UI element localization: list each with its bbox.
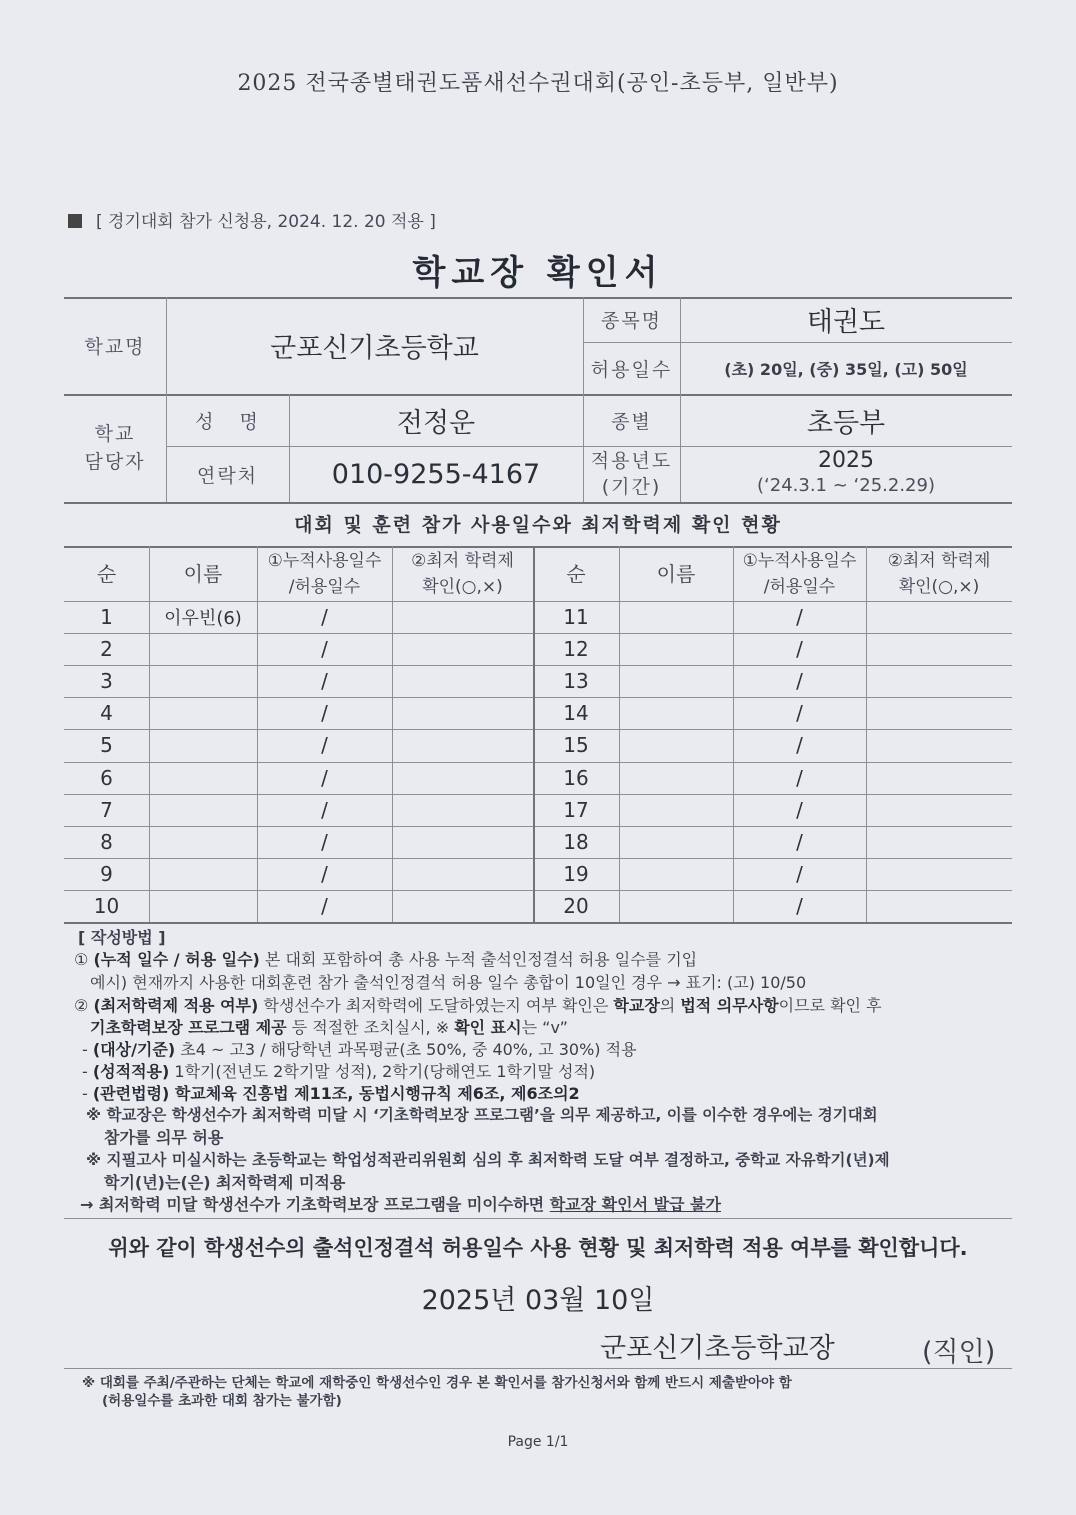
year-period: (‘24.3.1 ~ ‘25.2.29) (757, 475, 935, 496)
table-cell-name (619, 601, 733, 633)
table-cell-check (866, 890, 1012, 922)
table-cell-check (866, 729, 1012, 761)
table-cell-days: / (796, 669, 803, 693)
table-cell-check (392, 794, 533, 826)
table-cell-name (149, 633, 257, 665)
guide-line-6: - (성적적용) 1학기(전년도 2학기말 성적), 2학기(당해연도 1학기말 성적) (82, 1062, 596, 1081)
table-cell-check (392, 729, 533, 761)
table-cell-no: 14 (563, 701, 589, 725)
event-value: 태권도 (806, 307, 886, 338)
confirmation-statement: 위와 같이 학생선수의 출석인정결석 허용일수 사용 현황 및 최저학력 적용 여부를 확인합니다. (108, 1236, 968, 1260)
table-cell-name (619, 729, 733, 761)
table-cell-name (619, 858, 733, 890)
header-no-left: 순 (96, 561, 117, 586)
form-note-text: [ 경기대회 참가 신청용, 2024. 12. 20 적용 ] (96, 212, 436, 232)
header-no-right: 순 (566, 561, 586, 586)
table-cell-no: 10 (93, 894, 120, 918)
guide-heading: [ 작성방법 ] (78, 928, 166, 947)
event-title: 2025 전국종별태권도품새선수권대회(공인-초등부, 일반부) (237, 71, 839, 96)
table-cell-days: / (321, 669, 328, 693)
table-cell-days: / (796, 894, 803, 918)
table-cell-name (619, 826, 733, 858)
table-cell-check (866, 601, 1012, 633)
header-days-left: ①누적사용일수 /허용일수 (267, 550, 382, 597)
table-cell-days: / (796, 701, 803, 725)
table-cell-days: / (796, 605, 803, 629)
table-cell-name (149, 762, 257, 794)
page-number: Page 1/1 (507, 1434, 569, 1450)
official-seal-mark: (직인) (922, 1337, 996, 1368)
table-cell-no: 3 (100, 669, 113, 693)
footnote-line-2: (허용일수를 초과한 대회 참가는 불가함) (102, 1393, 342, 1409)
name-label: 성 명 (195, 410, 260, 433)
table-cell-days: / (796, 637, 803, 661)
guide-line-2: 예시) 현재까지 사용한 대회훈련 참가 출석인정결석 허용 일수 총합이 10일인 경우 → 표기: (고) 10/50 (90, 973, 807, 992)
table-cell-no: 19 (563, 862, 589, 886)
table-cell-days: / (321, 894, 328, 918)
allowed-days-value: (초) 20일, (중) 35일, (고) 50일 (724, 359, 968, 379)
contact-value: 010-9255-4167 (331, 458, 541, 490)
table-cell-check (392, 762, 533, 794)
table-cell-check (866, 633, 1012, 665)
table-cell-name (149, 794, 257, 826)
table-cell-days: / (321, 605, 328, 629)
allowed-days-label: 허용일수 (590, 358, 673, 381)
guide-line-8: ※ 학교장은 학생선수가 최저학력 미달 시 ‘기초학력보장 프로그램’을 의무 제공하고, 이를 이수한 경우에는 경기대회 (86, 1106, 878, 1124)
guide-line-10: ※ 지필고사 미실시하는 초등학교는 학업성적관리위원회 심의 후 최저학력 도달 여부 결정하고, 중학교 자유학기(년)제 (86, 1151, 890, 1169)
table-cell-name (149, 729, 257, 761)
year-value: 2025 (818, 448, 874, 473)
table-cell-no: 20 (563, 894, 589, 918)
header-name-right: 이름 (656, 561, 696, 586)
table-cell-no: 6 (100, 766, 113, 790)
issue-date: 2025년 03월 10일 (421, 1285, 655, 1316)
table-cell-no: 17 (563, 798, 589, 822)
table-cell-days: / (321, 862, 328, 886)
table-cell-days: / (321, 798, 328, 822)
table-cell-days: / (321, 830, 328, 854)
table-cell-name (149, 858, 257, 890)
section-title: 대회 및 훈련 참가 사용일수와 최저학력제 확인 현황 (294, 514, 782, 536)
table-cell-days: / (796, 766, 803, 790)
square-bullet-icon (68, 214, 82, 228)
table-cell-name (149, 890, 257, 922)
table-cell-name (619, 697, 733, 729)
manager-label: 학교 담당자 (84, 423, 146, 473)
table-cell-days: / (796, 798, 803, 822)
table-cell-no: 7 (100, 798, 113, 822)
footnote-line-1: ※ 대회를 주최/주관하는 단체는 학교에 재학중인 학생선수인 경우 본 확인서를 참가신청서와 함께 반드시 제출받아야 함 (82, 1375, 792, 1391)
table-cell-name (619, 762, 733, 794)
table-cell-days: / (321, 766, 328, 790)
header-name-left: 이름 (183, 561, 223, 586)
table-cell-no: 15 (563, 733, 589, 757)
guide-line-7: - (관련법령) 학교체육 진흥법 제11조, 동법시행규칙 제6조, 제6조의2 (82, 1084, 580, 1103)
table-cell-check (866, 794, 1012, 826)
header-check-left: ②최저 학력제 확인(○,×) (411, 550, 514, 597)
table-cell-check (866, 858, 1012, 890)
table-cell-name (619, 890, 733, 922)
header-days-right: ①누적사용일수 /허용일수 (742, 550, 857, 597)
table-cell-no: 1 (100, 605, 113, 629)
table-cell-check (392, 826, 533, 858)
table-cell-no: 4 (100, 701, 113, 725)
table-cell-no: 5 (100, 733, 113, 757)
header-check-right: ②최저 학력제 확인(○,×) (887, 550, 991, 597)
table-cell-check (866, 826, 1012, 858)
table-cell-check (866, 697, 1012, 729)
table-cell-no: 16 (563, 766, 589, 790)
table-cell-days: / (321, 701, 328, 725)
table-cell-check (392, 665, 533, 697)
table-cell-check (392, 890, 533, 922)
table-cell-no: 2 (100, 637, 113, 661)
table-cell-name (149, 665, 257, 697)
principal-name: 군포신기초등학교장 (600, 1333, 835, 1364)
guide-line-11: 학기(년)는(은) 최저학력제 미적용 (104, 1173, 346, 1192)
table-cell-days: / (796, 862, 803, 886)
school-label: 학교명 (84, 336, 146, 358)
guide-line-4: 기초학력보장 프로그램 제공 등 적절한 조치실시, ※ 확인 표시는 “v” (90, 1018, 568, 1037)
guide-line-12: → 최저학력 미달 학생선수가 기초학력보장 프로그램을 미이수하면 학교장 확인서 발급 불가 (80, 1195, 721, 1214)
table-cell-name (149, 697, 257, 729)
table-cell-no: 9 (100, 862, 113, 886)
table-cell-no: 8 (100, 830, 113, 854)
contact-label: 연락처 (196, 464, 259, 487)
guide-line-9: 참가를 의무 허용 (104, 1128, 224, 1147)
year-cell (680, 448, 1012, 496)
table-cell-check (866, 665, 1012, 697)
event-label: 종목명 (600, 310, 663, 332)
table-cell-check (392, 858, 533, 890)
category-value: 초등부 (806, 407, 886, 439)
table-cell-no: 12 (563, 637, 589, 661)
table-cell-name (619, 633, 733, 665)
guide-line-3: ② (최저학력제 적용 여부) 학생선수가 최저학력에 도달하였는지 여부 확인은 학교장의 법적 의무사항이므로 확인 후 (74, 996, 882, 1015)
table-cell-name: 이우빈(6) (164, 608, 242, 629)
table-cell-name (149, 826, 257, 858)
table-cell-days: / (321, 733, 328, 757)
guide-line-5: - (대상/기준) 초4 ~ 고3 / 해당학년 과목평균(초 50%, 중 40%, 고 30%) 적용 (82, 1040, 637, 1059)
document-title: 학교장 확인서 (412, 253, 664, 293)
table-cell-no: 11 (563, 605, 589, 629)
table-cell-name (619, 794, 733, 826)
table-cell-check (392, 697, 533, 729)
table-cell-no: 13 (563, 669, 589, 693)
year-label: 적용년도 (기간) (590, 450, 673, 498)
table-cell-days: / (321, 637, 328, 661)
table-cell-check (866, 762, 1012, 794)
table-cell-no: 18 (563, 830, 589, 854)
school-name: 군포신기초등학교 (270, 333, 479, 364)
table-cell-days: / (796, 733, 803, 757)
guide-line-1: ① (누적 일수 / 허용 일수) 본 대회 포함하여 총 사용 누적 출석인정결석 허용 일수를 기입 (74, 950, 698, 969)
table-cell-days: / (796, 830, 803, 854)
form-note (68, 207, 436, 232)
table-cell-check (392, 601, 533, 633)
table-cell-name (619, 665, 733, 697)
category-label: 종별 (611, 410, 652, 433)
table-cell-check (392, 633, 533, 665)
manager-name: 전정운 (396, 407, 476, 439)
footnote (82, 1374, 1012, 1410)
